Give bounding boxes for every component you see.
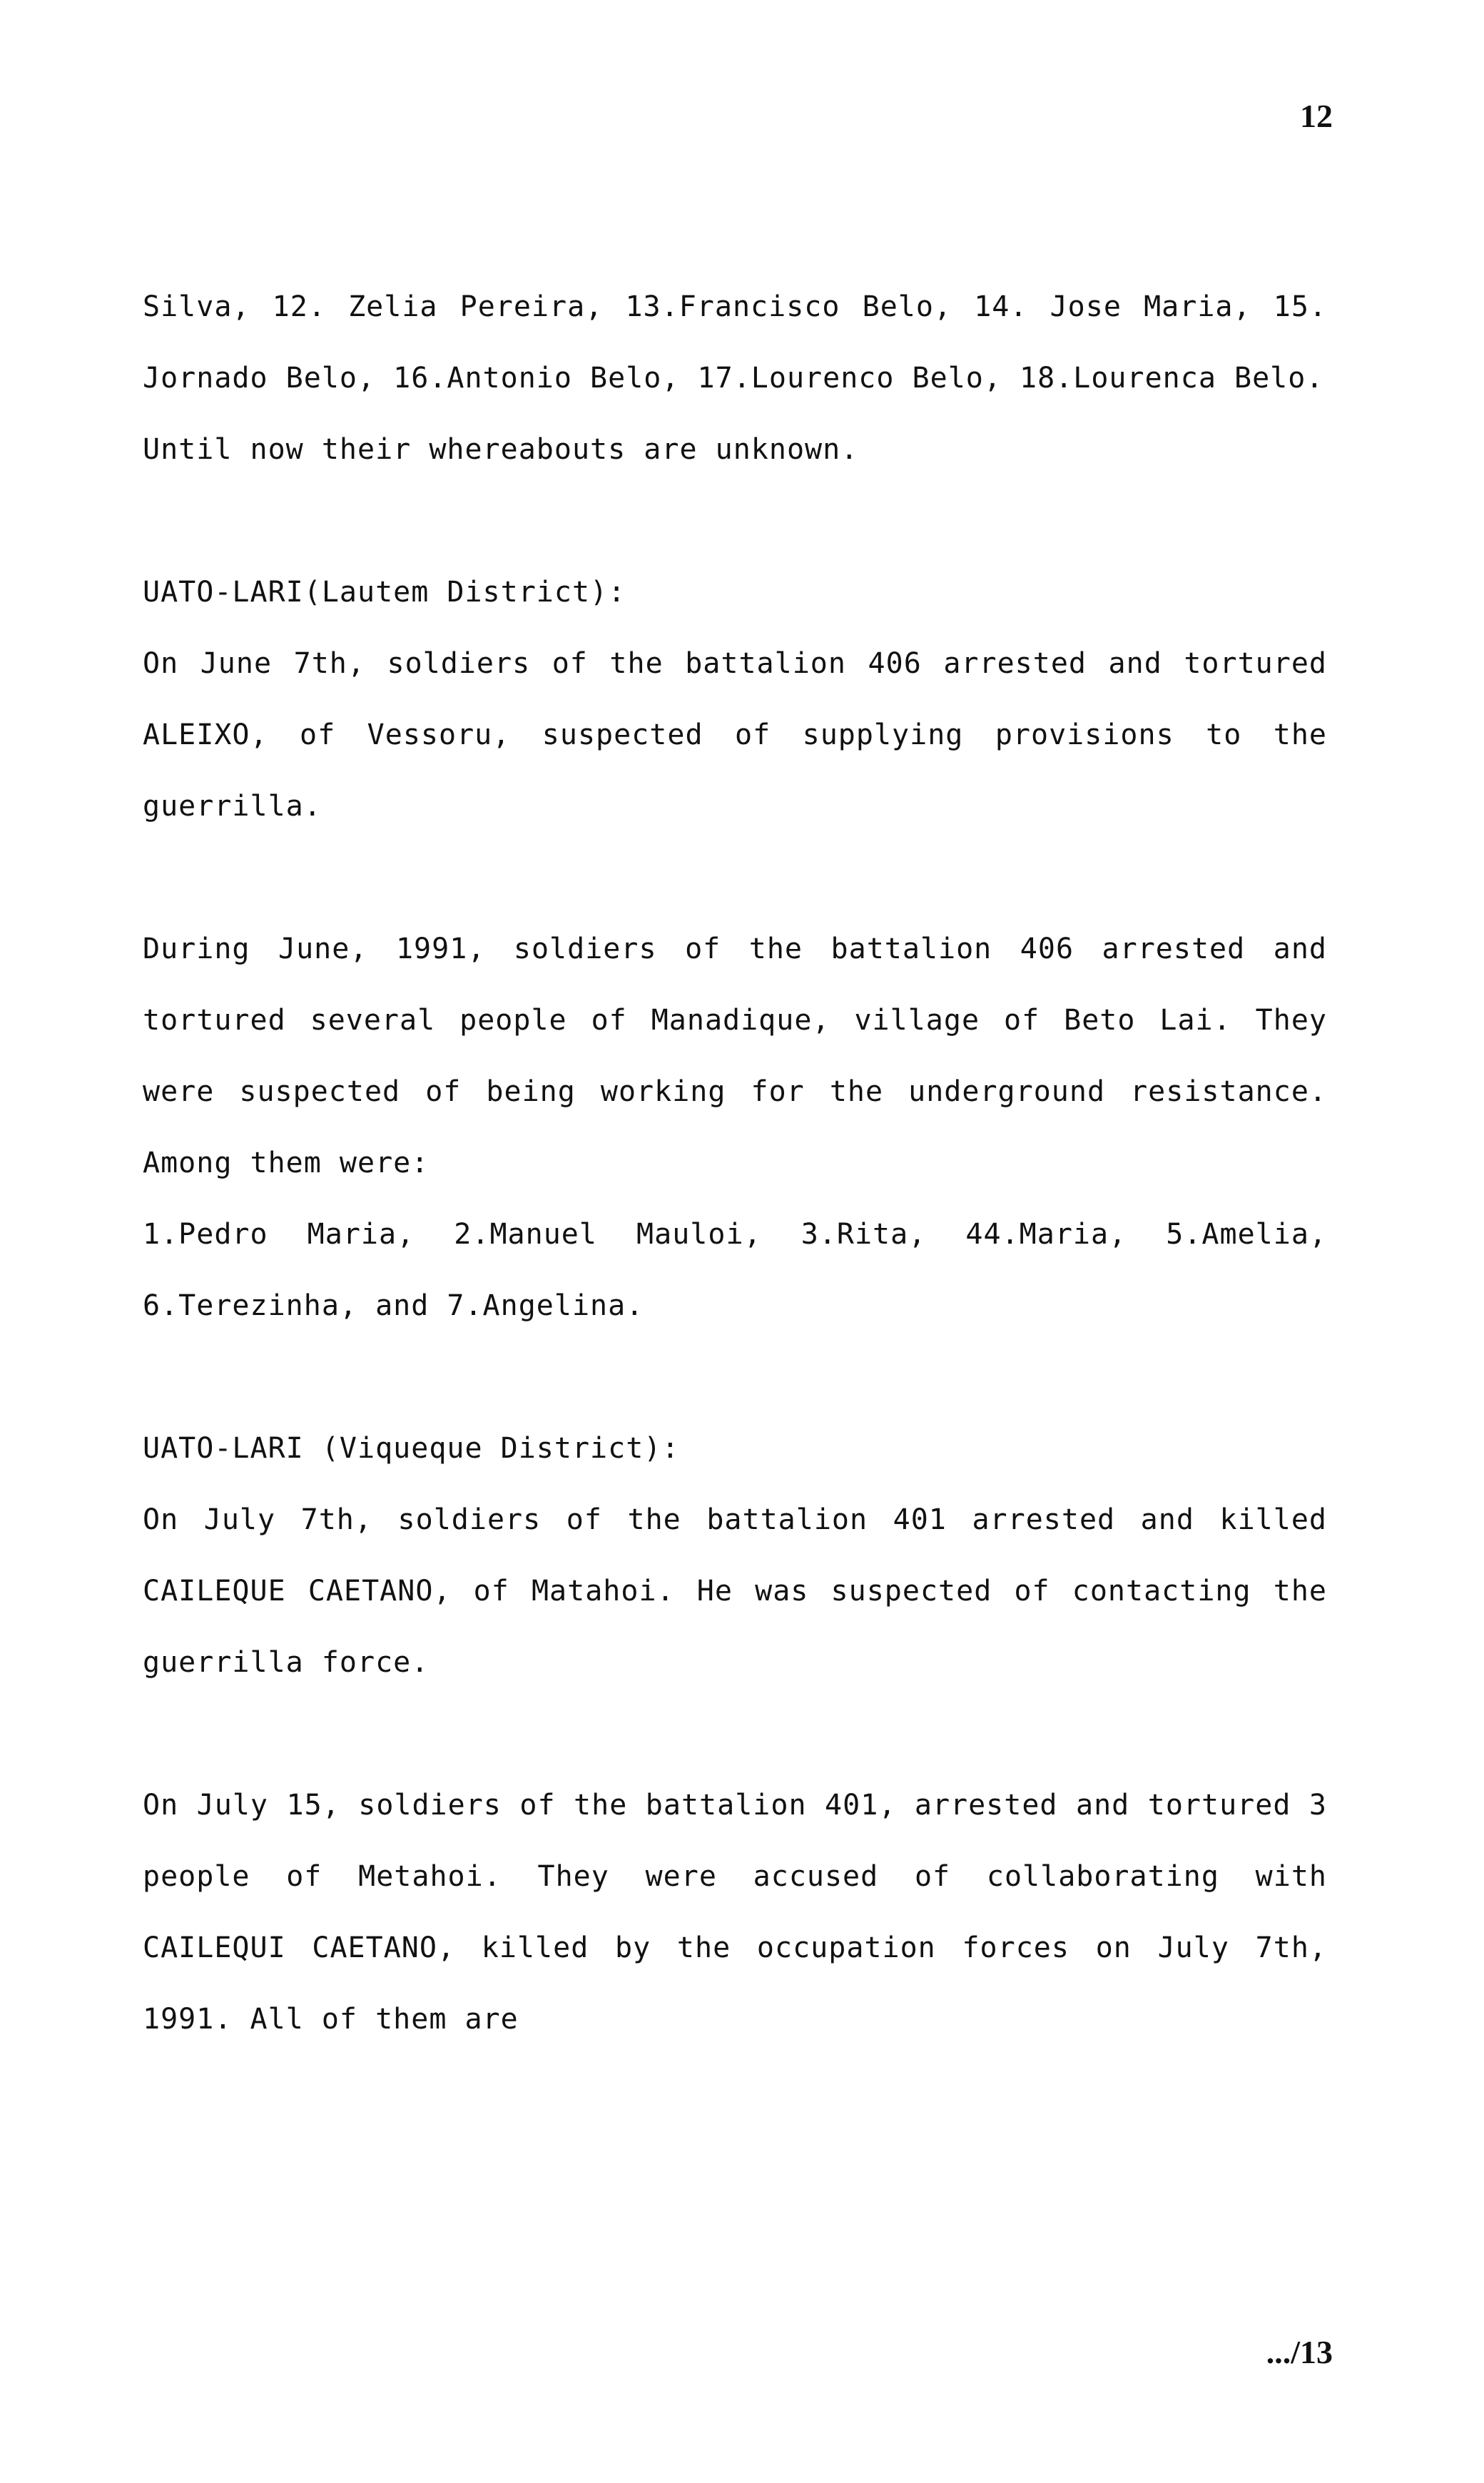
paragraph-manadique-names: 1.Pedro Maria, 2.Manuel Mauloi, 3.Rita, 44.Maria, 5.Amelia, 6.Terezinha, and 7.Angelina. bbox=[143, 1218, 1327, 1322]
section-heading-uato-lari-viqueque: UATO-LARI (Viqueque District): bbox=[143, 1432, 680, 1465]
paragraph-whereabouts: Until now their whereabouts are unknown. bbox=[143, 433, 859, 466]
paragraph-victims-list-continued: Silva, 12. Zelia Pereira, 13.Francisco Belo, 14. Jose Maria, 15. Jornado Belo, 16.Antonio Belo, 17.Lourenco Belo, 18.Lourenca Belo. bbox=[143, 290, 1327, 395]
paragraph-gap bbox=[143, 1698, 1327, 1769]
paragraph-manadique: During June, 1991, soldiers of the battalion 406 arrested and tortured several people of Manadique, village of Beto Lai. They were suspected of being working for the underground resistance. Among them were: bbox=[143, 933, 1327, 1179]
paragraph-gap bbox=[143, 842, 1327, 913]
paragraph-gap bbox=[143, 485, 1327, 557]
paragraph-gap bbox=[143, 1341, 1327, 1413]
paragraph-metahoi: On July 15, soldiers of the battalion 401, arrested and tortured 3 people of Metahoi. They were accused of collaborating with CAILEQUI CAETANO, killed by the occupation forces on July 7th, 1991. All of them are bbox=[143, 1789, 1327, 2036]
page-number: 12 bbox=[1300, 98, 1333, 134]
paragraph-caileque-caetano: On July 7th, soldiers of the battalion 401 arrested and killed CAILEQUE CAETANO, of Matahoi. He was suspected of contacting the guerrilla force. bbox=[143, 1503, 1327, 1679]
continuation-marker: .../13 bbox=[1266, 2334, 1333, 2370]
document-body bbox=[143, 271, 1327, 2055]
paragraph-aleixo: On June 7th, soldiers of the battalion 406 arrested and tortured ALEIXO, of Vessoru, suspected of supplying provisions to the guerrilla. bbox=[143, 647, 1327, 823]
section-heading-uato-lari-lautem: UATO-LARI(Lautem District): bbox=[143, 576, 626, 609]
